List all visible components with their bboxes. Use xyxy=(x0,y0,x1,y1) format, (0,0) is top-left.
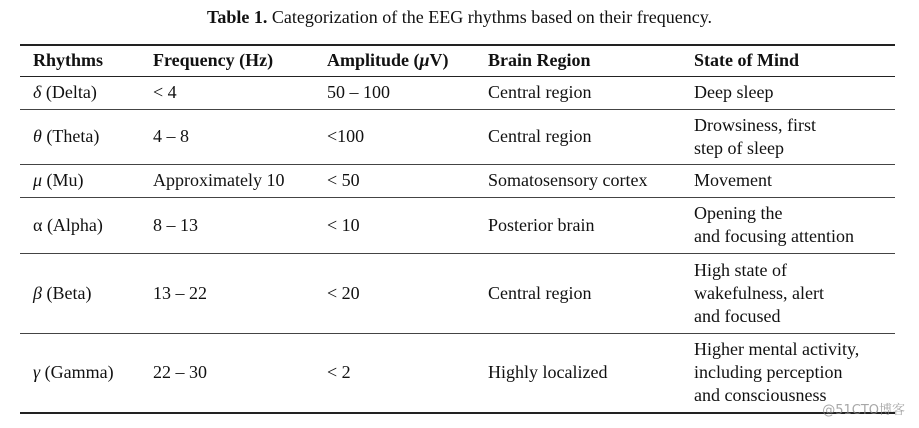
table-caption xyxy=(0,6,919,28)
table-row-mu xyxy=(20,164,895,197)
frequency-cell: 22 – 30 xyxy=(153,362,207,383)
rhythm-symbol: γ xyxy=(33,362,41,383)
amplitude-cell: < 2 xyxy=(327,362,351,383)
rhythm-cell xyxy=(20,333,140,413)
state-line: Movement xyxy=(694,170,772,190)
header-amplitude-prefix: Amplitude ( xyxy=(327,50,420,71)
state-line: High state of xyxy=(694,259,787,280)
rhythm-name: (Delta) xyxy=(45,82,97,102)
rhythm-cell xyxy=(20,164,140,197)
brain-region-cell: Somatosensory cortex xyxy=(488,170,648,190)
frequency-cell: 4 – 8 xyxy=(153,126,189,146)
brain-region-cell: Central region xyxy=(488,82,592,102)
rhythm-symbol: δ xyxy=(33,82,42,102)
table-header xyxy=(20,45,895,76)
state-of-mind-cell xyxy=(681,253,895,333)
amplitude-cell: < 10 xyxy=(327,214,360,235)
table-row-delta xyxy=(20,76,895,109)
rhythm-cell xyxy=(20,109,140,164)
rhythm-name: (Alpha) xyxy=(46,214,103,235)
header-state-of-mind: State of Mind xyxy=(694,50,799,71)
table-row-beta xyxy=(20,253,895,333)
brain-region-cell: Posterior brain xyxy=(488,214,595,235)
state-line: Opening the xyxy=(694,203,783,223)
rhythm-name: (Mu) xyxy=(46,170,84,190)
header-amplitude-unit-symbol: μ xyxy=(419,50,430,71)
state-line: and focused xyxy=(694,305,781,326)
table-row-gamma xyxy=(20,333,895,413)
state-line: including perception xyxy=(694,362,843,383)
watermark: @51CTO博客 xyxy=(822,403,905,418)
state-of-mind-cell xyxy=(681,76,895,109)
rhythm-name: (Beta) xyxy=(46,282,92,303)
amplitude-cell: 50 – 100 xyxy=(327,82,390,102)
state-of-mind-cell xyxy=(681,109,895,164)
amplitude-cell: <100 xyxy=(327,126,365,146)
table-body xyxy=(20,76,895,413)
header-amplitude-suffix: V) xyxy=(429,50,449,71)
state-line: and consciousness xyxy=(694,385,827,406)
frequency-cell: 13 – 22 xyxy=(153,282,207,303)
rhythm-cell xyxy=(20,253,140,333)
frequency-cell: 8 – 13 xyxy=(153,214,198,235)
state-line: wakefulness, alert xyxy=(694,282,824,303)
eeg-rhythms-table xyxy=(20,44,895,414)
header-rhythms: Rhythms xyxy=(33,50,104,71)
rhythm-symbol: β xyxy=(33,282,42,303)
rhythm-symbol: μ xyxy=(33,170,43,190)
brain-region-cell: Highly localized xyxy=(488,362,608,383)
rhythm-symbol: α xyxy=(33,214,43,235)
state-line: step of sleep xyxy=(694,137,784,158)
state-of-mind-cell xyxy=(681,164,895,197)
amplitude-cell: < 20 xyxy=(327,282,360,303)
rhythm-cell xyxy=(20,197,140,253)
state-line: Drowsiness, first xyxy=(694,114,816,135)
frequency-cell: Approximately 10 xyxy=(153,170,285,190)
rhythm-name: (Theta) xyxy=(46,126,100,146)
amplitude-cell: < 50 xyxy=(327,170,360,190)
rhythm-cell xyxy=(20,76,140,109)
brain-region-cell: Central region xyxy=(488,126,592,146)
state-line: Deep sleep xyxy=(694,82,774,102)
rhythm-symbol: θ xyxy=(33,126,42,146)
header-frequency: Frequency (Hz) xyxy=(153,50,274,71)
brain-region-cell: Central region xyxy=(488,282,592,303)
frequency-cell: < 4 xyxy=(153,82,177,102)
table-row-theta xyxy=(20,109,895,164)
rhythm-name: (Gamma) xyxy=(44,362,114,383)
state-line: Higher mental activity, xyxy=(694,339,860,360)
header-row xyxy=(20,45,895,76)
caption-label: Table 1. xyxy=(206,7,268,27)
data-table xyxy=(20,44,895,414)
table-row-alpha xyxy=(20,197,895,253)
header-brain-region: Brain Region xyxy=(488,50,591,71)
state-of-mind-cell xyxy=(681,197,895,253)
caption-text: Categorization of the EEG rhythms based on their frequency. xyxy=(271,7,713,27)
header-amplitude xyxy=(314,45,475,76)
state-line: and focusing attention xyxy=(694,226,854,246)
